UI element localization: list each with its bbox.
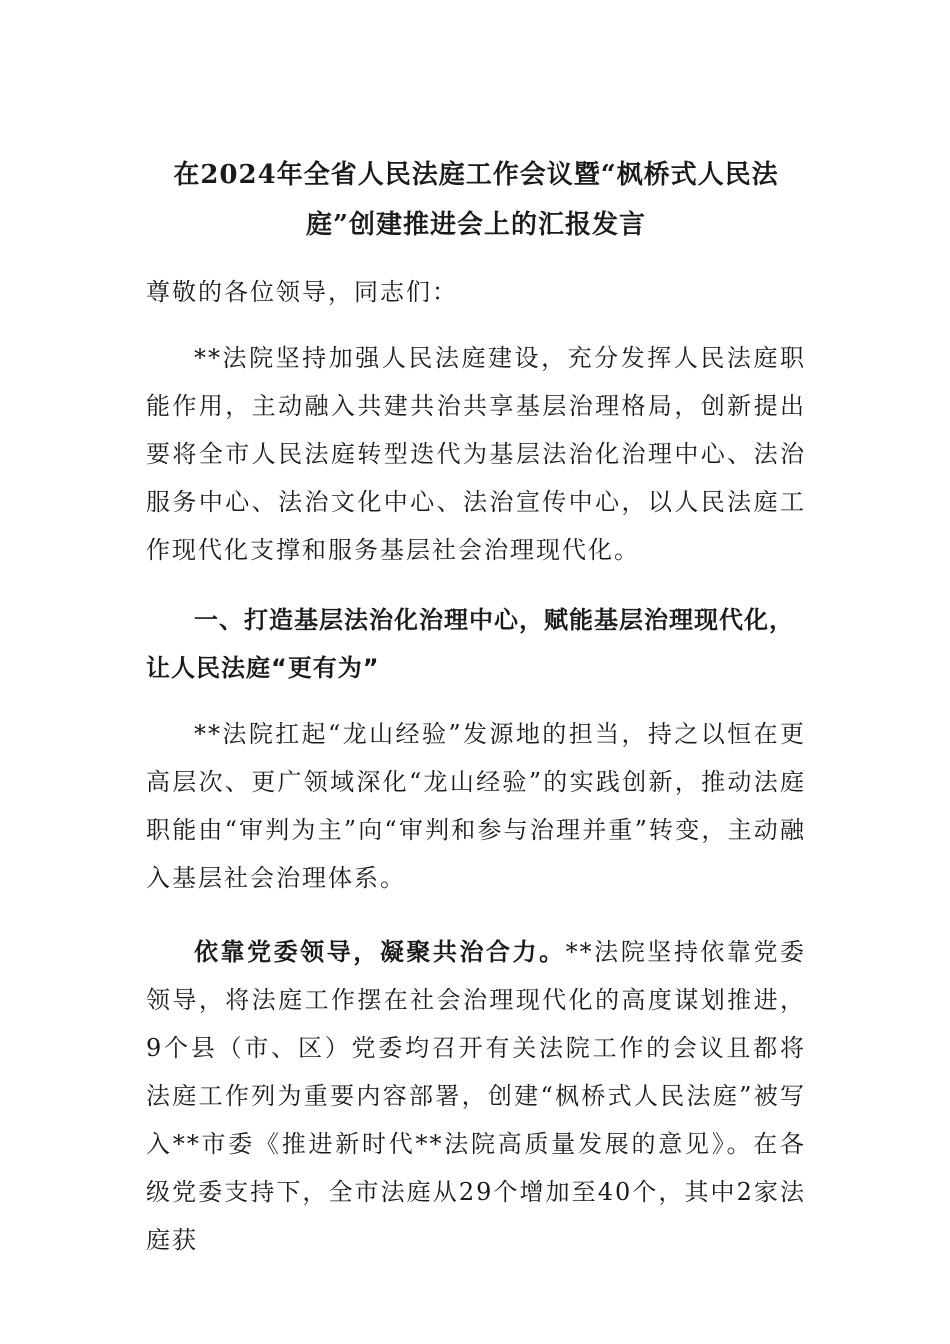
paragraph-body-text: **法院坚持依靠党委领导，将法庭工作摆在社会治理现代化的高度谋划推进，9个县（市、区）党委均召开有关法院工作的会议且都将法庭工作列为重要内容部署，创建“枫桥式人民法庭”被写入**市委《推进新时代**法院高质量发展的意见》。在各级党委支持下，全市法庭从29个增加至40个，其中2家法庭获 (146, 938, 807, 1254)
section-heading-1: 一、打造基层法治化治理中心，赋能基层治理现代化，让人民法庭“更有为” (146, 606, 794, 682)
paragraph-lead-text: 依靠党委领导，凝聚共治合力。 (194, 938, 566, 966)
document-body (146, 150, 806, 1264)
section1-paragraph-2 (146, 928, 806, 1264)
intro-paragraph: **法院坚持加强人民法庭建设，充分发挥人民法庭职能作用，主动融入共建共治共享基层治理格局，创新提出要将全市人民法庭转型迭代为基层法治化治理中心、法治服务中心、法治文化中心、法治宣传中心，以人民法庭工作现代化支撑和服务基层社会治理现代化。 (146, 344, 806, 564)
document-title: 在2024年全省人民法庭工作会议暨“枫桥式人民法庭”创建推进会上的汇报发言 (173, 160, 779, 240)
salutation: 尊敬的各位领导，同志们： (146, 278, 458, 306)
section1-paragraph-1: **法院扛起“龙山经验”发源地的担当，持之以恒在更高层次、更广领域深化“龙山经验”的实践创新，推动法庭职能由“审判为主”向“审判和参与治理并重”转变，主动融入基层社会治理体系。 (146, 720, 806, 892)
